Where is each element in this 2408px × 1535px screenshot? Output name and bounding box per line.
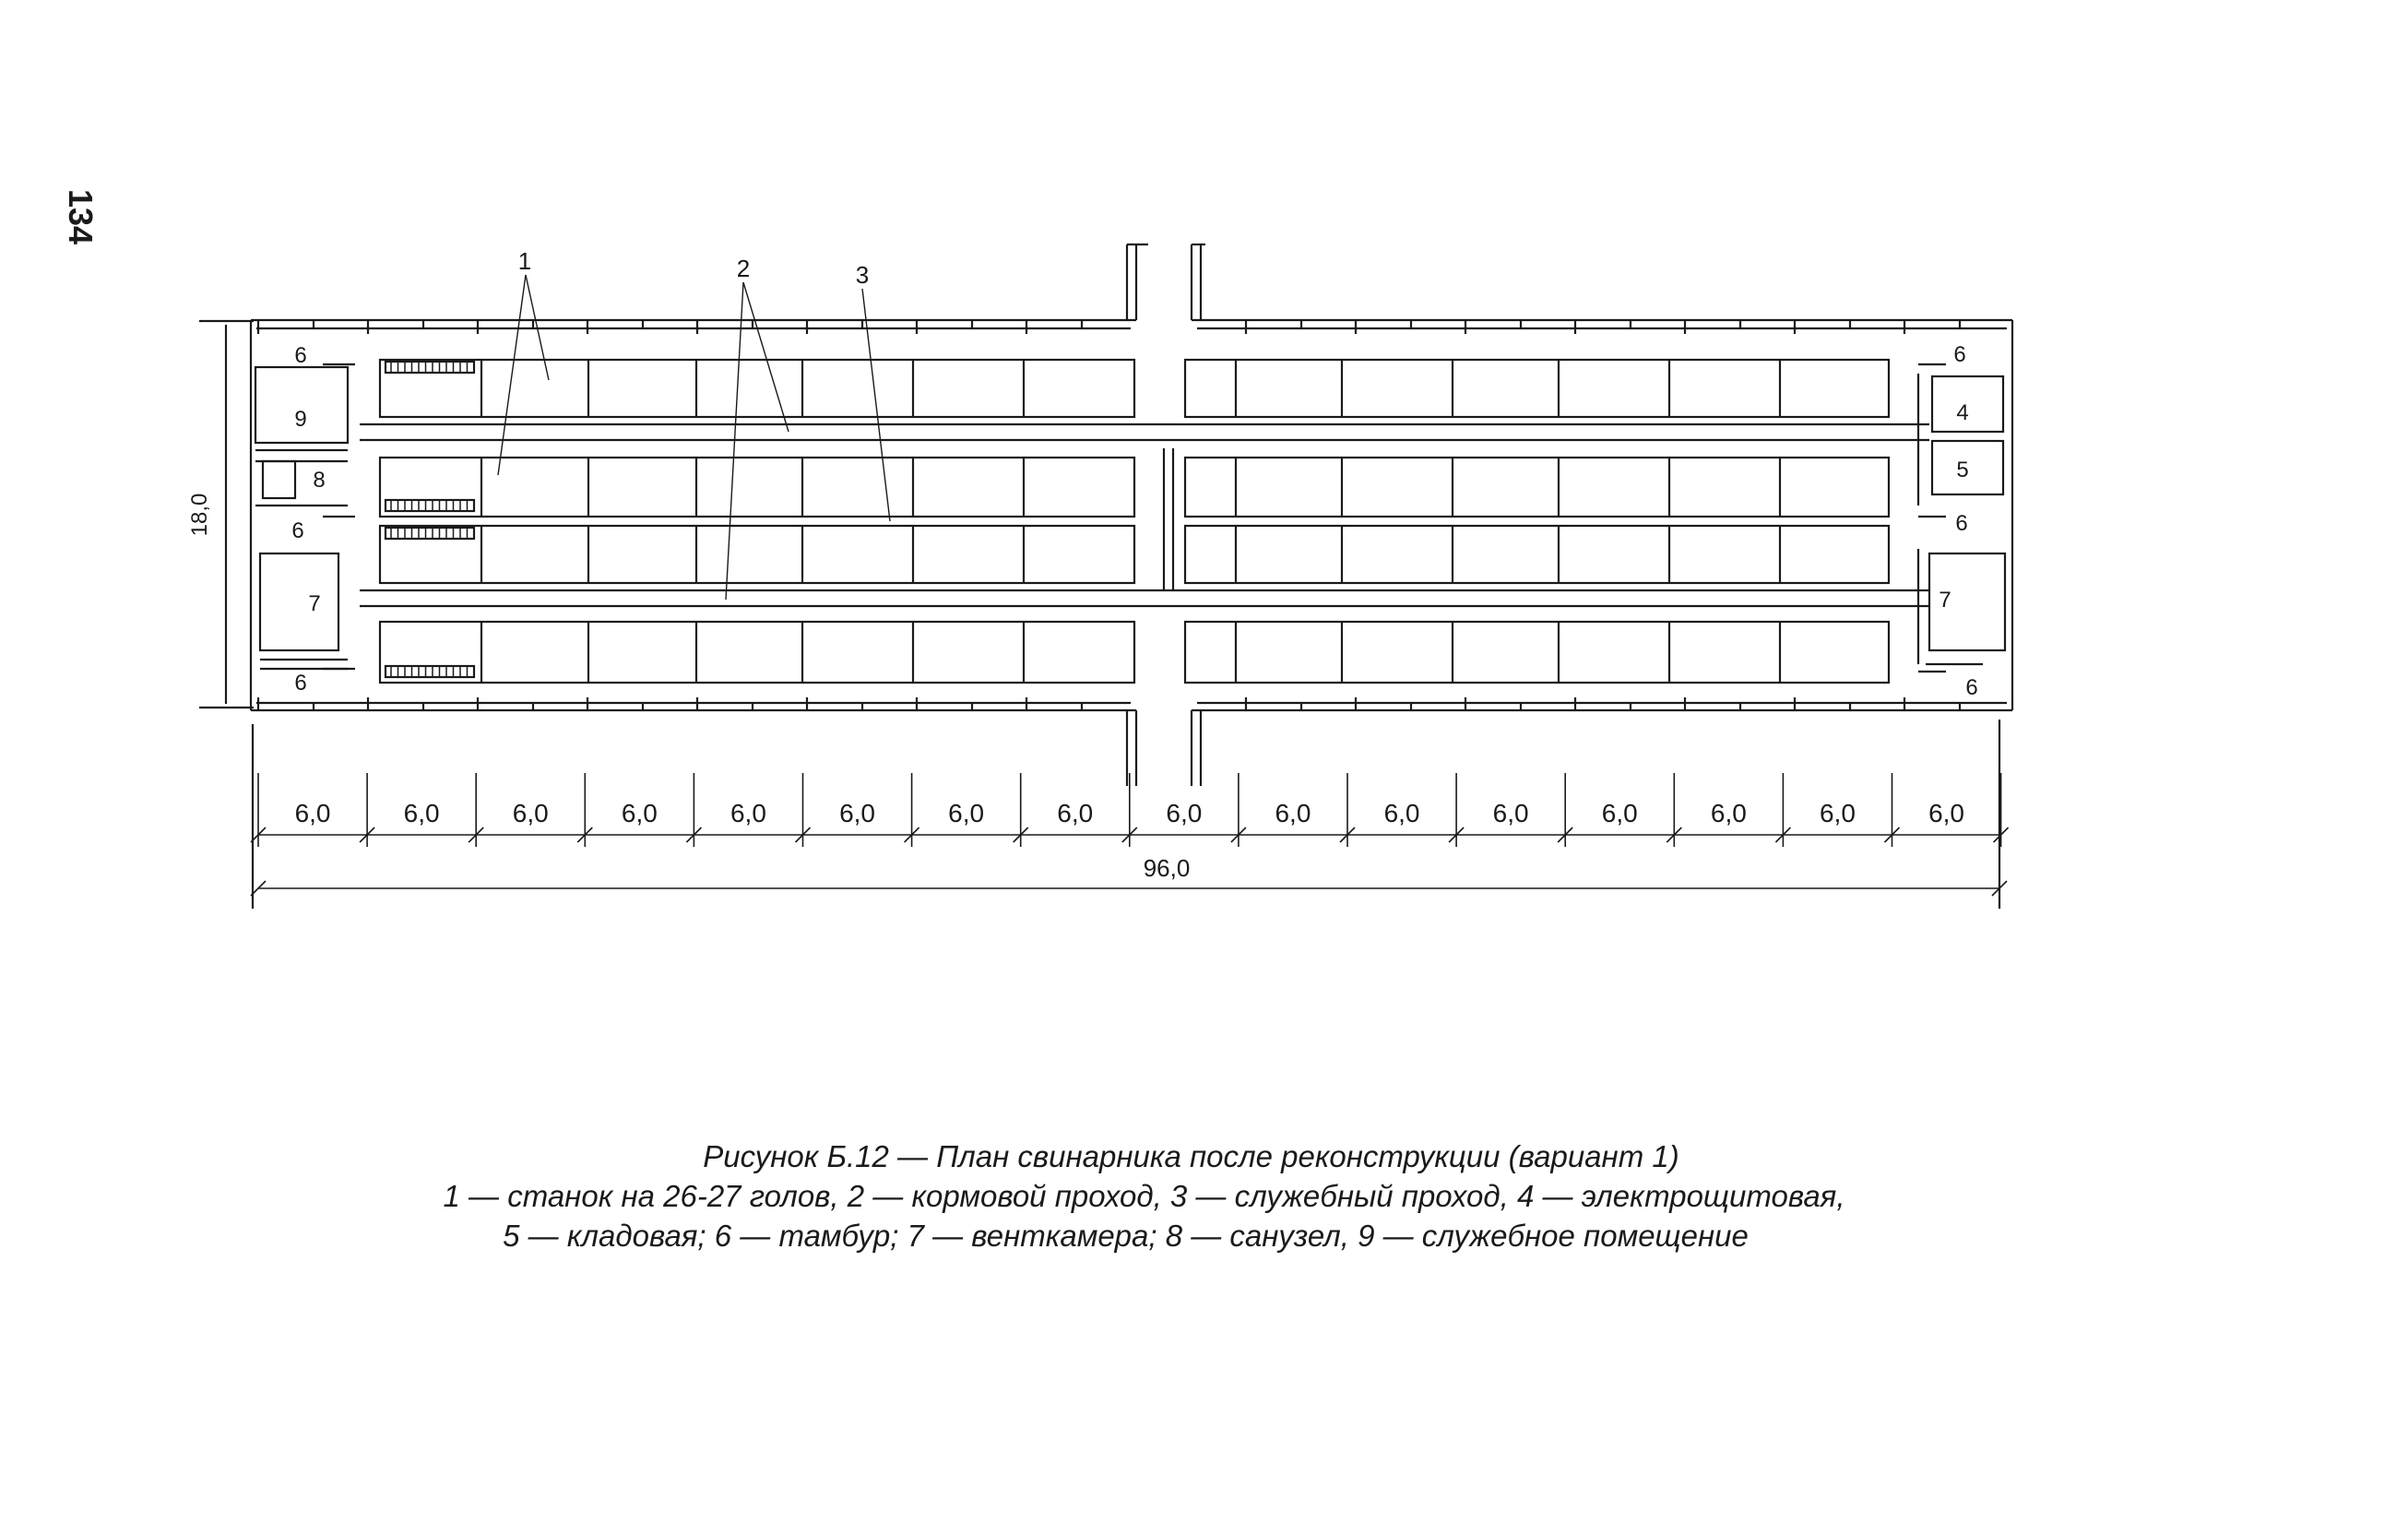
bay-dimension-label: 6,0 [512, 799, 549, 827]
left-room-ventchamber: 7 [308, 591, 321, 616]
right-room-switchboard: 4 [1956, 400, 1969, 425]
bay-dimension-label: 6,0 [1275, 799, 1311, 827]
pen-row-left [380, 526, 1134, 583]
figure-caption-title: Рисунок Б.12 — План свинарника после реконструкции (вариант 1) [703, 1139, 1679, 1173]
left-room-toilet: 8 [313, 468, 326, 493]
bay-dimension-label: 6,0 [1492, 799, 1529, 827]
bay-dimension-label: 6,0 [403, 799, 440, 827]
pen-row-left [380, 360, 1134, 417]
right-room-vestibule-top: 6 [1953, 342, 1966, 367]
right-room-vestibule-bottom: 6 [1965, 675, 1978, 700]
bay-dimension-label: 6,0 [1710, 799, 1747, 827]
pen-row-left [380, 458, 1134, 517]
page-number: 134 [62, 189, 100, 245]
bay-dimension-label: 6,0 [621, 799, 658, 827]
left-room-office: 9 [294, 407, 307, 432]
figure-caption-legend-line2: 5 — кладовая; 6 — тамбур; 7 — венткамера; 8 — санузел, 9 — служебное помещение [503, 1219, 1749, 1253]
bay-dimension-label: 6,0 [1928, 799, 1965, 827]
bay-dimension-label: 6,0 [839, 799, 876, 827]
bay-dimension-label: 6,0 [730, 799, 766, 827]
callout-2: 2 [736, 255, 751, 282]
bay-dimension-label: 6,0 [1383, 799, 1420, 827]
bay-dimension-label: 6,0 [294, 799, 331, 827]
bay-dimension-label: 6,0 [1601, 799, 1638, 827]
callout-3-leader [862, 289, 890, 521]
callout-3: 3 [855, 261, 870, 289]
left-room-vestibule-bottom: 6 [294, 671, 307, 696]
right-room-vestibule-mid: 6 [1955, 511, 1968, 536]
left-room-vestibule-top: 6 [294, 343, 307, 368]
left-room-vestibule-mid: 6 [291, 518, 304, 543]
pen-row-right [1185, 622, 1889, 683]
callout-1-leader [498, 275, 526, 475]
pen-row-right [1185, 360, 1889, 417]
pen-row-right [1185, 526, 1889, 583]
pen-row-left [380, 622, 1134, 683]
right-room-ventchamber: 7 [1939, 588, 1951, 613]
callout-1: 1 [517, 247, 532, 275]
total-length-label: 96,0 [1143, 854, 1191, 882]
bay-dimension-label: 6,0 [1057, 799, 1094, 827]
right-room-storeroom: 5 [1956, 458, 1969, 482]
bay-dimension-label: 6,0 [1819, 799, 1856, 827]
pen-row-right [1185, 458, 1889, 517]
callout-2-leader [743, 282, 789, 432]
bay-dimension-label: 6,0 [948, 799, 985, 827]
bay-dimension-label: 6,0 [1166, 799, 1203, 827]
left-ventchamber [260, 553, 338, 650]
left-toilet-cell [263, 461, 295, 498]
width-dimension-label: 18,0 [187, 493, 212, 537]
figure-caption-legend-line1: 1 — станок на 26-27 голов, 2 — кормовой проход, 3 — служебный проход, 4 — электрощитовая, [443, 1179, 1845, 1213]
